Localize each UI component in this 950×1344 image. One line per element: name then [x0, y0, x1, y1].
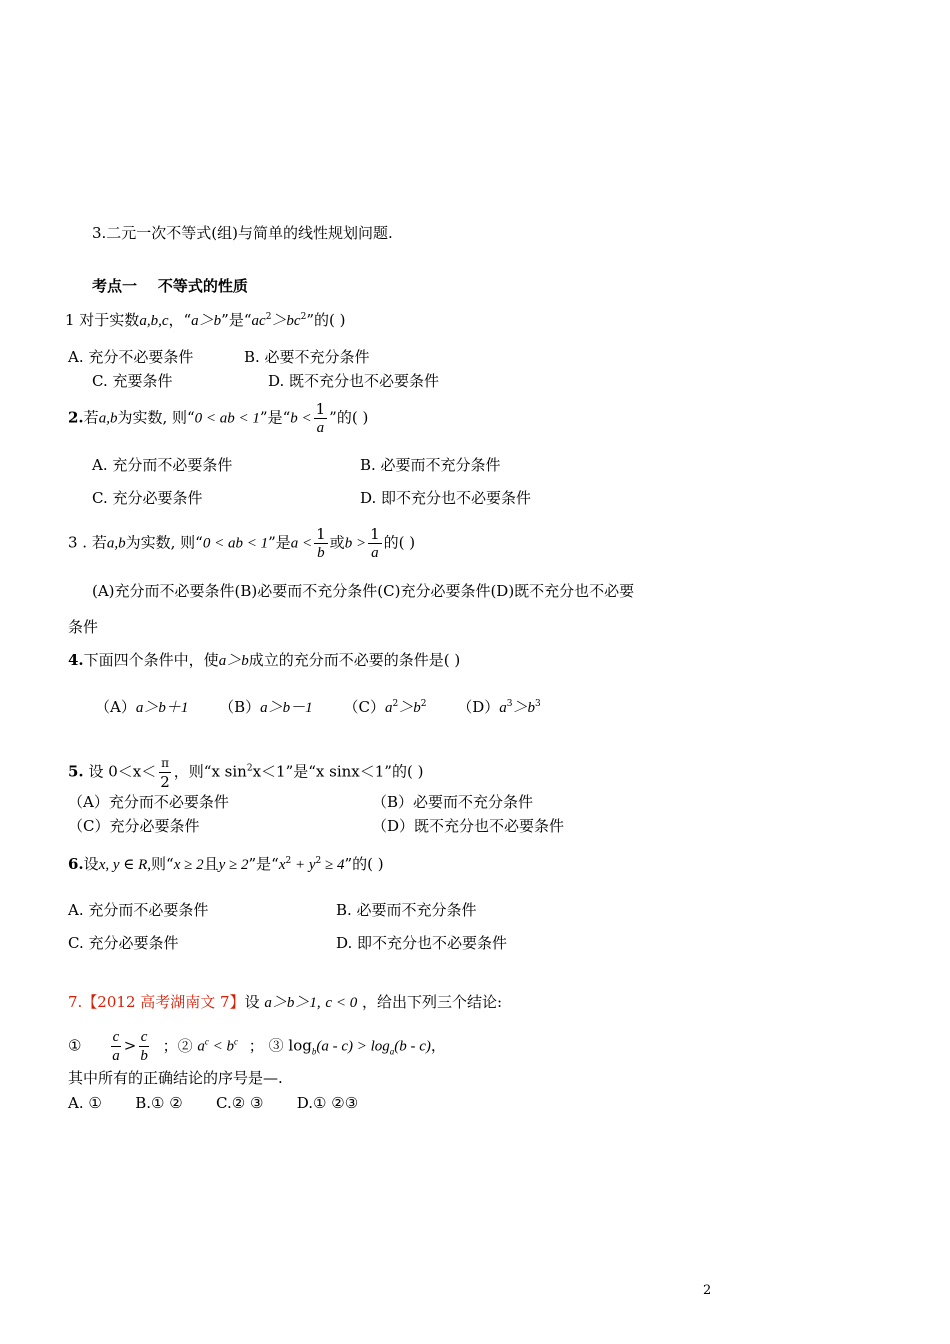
question-3: 3 . 若a,b为实数, 则“0 < ab < 1”是a < $\frac{1}{b}$ 或b > $\frac{1}{a}$ 的( )	[68, 525, 416, 561]
q1-option-a: A. 充分不必要条件	[68, 348, 194, 366]
fraction-pi-over-2: $\frac{\pi}{2}$	[160, 756, 170, 791]
q6-option-d: D. 即不充分也不必要条件	[336, 934, 508, 952]
intro-item: 3.二元一次不等式(组)与简单的线性规划问题.	[92, 224, 393, 242]
q4-options: （A）a＞b＋1 （B）a＞b－1 $(C)a^2>b^2$ $(D)a^3>b^3$	[95, 698, 541, 716]
q7-conclusions: ① $\frac{c}{a}$ > $\frac{c}{b}$ ；② $a^c < b^c$ ； ③ $\log_b(a - c) > \log_a(b - c)$，	[68, 1029, 446, 1064]
section-title: 考点一 不等式的性质	[92, 277, 248, 295]
q1-option-d: D. 既不充分也不必要条件	[268, 372, 440, 390]
q2-option-d: D. 即不充分也不必要条件	[360, 489, 532, 507]
q3-options: (A)充分而不必要条件(B)必要而不充分条件(C)充分必要条件(D)既不充分也不必要	[92, 582, 635, 600]
q6-option-a: A. 充分而不必要条件	[68, 901, 209, 919]
q1-option-c: C. 充要条件	[92, 372, 173, 390]
q5-option-d: （D）既不充分也不必要条件	[372, 817, 565, 835]
fraction-1-over-b: $\frac{1}{b}$	[316, 525, 326, 561]
q5-option-a: （A）充分而不必要条件	[68, 793, 229, 811]
q5-option-b: （B）必要而不充分条件	[372, 793, 534, 811]
source-tag: 7.【2012 高考湖南文 7】	[68, 993, 245, 1011]
q7-options: A. ① B.① ② C.② ③ D.① ②③	[68, 1094, 359, 1112]
question-7: 7.【2012 高考湖南文 7】设 a＞b＞1, c < 0 ，给出下列三个结论:	[68, 993, 503, 1011]
question-5: 5. 设 0＜x＜ $\frac{\pi}{2}$ ，则“x $\sin^2x<1$”是“x sinx＜1”的( )	[68, 756, 424, 791]
q6-option-c: C. 充分必要条件	[68, 934, 179, 952]
fraction-c-over-b: $\frac{c}{b}$	[140, 1029, 148, 1064]
question-4: 4.下面四个条件中，使a＞b成立的充分而不必要的条件是( )	[68, 651, 461, 669]
question-6: 6.设x, y ∈ R,则“x ≥ 2且y ≥ 2”是“$x^2 + y^2 \ge 4$”的( )	[68, 855, 384, 873]
fraction-1-over-a: $\frac{1}{a}$	[315, 400, 326, 436]
q3-options-continued: 条件	[68, 618, 99, 636]
q2-option-b: B. 必要而不充分条件	[360, 456, 501, 474]
q5-option-c: （C）充分必要条件	[68, 817, 200, 835]
fraction-1-over-a: $\frac{1}{a}$	[370, 525, 380, 561]
question-2: 2.若a,b为实数, 则“0 < ab < 1”是“b < $\frac{1}{a}$ ”的( )	[68, 400, 369, 436]
q2-option-a: A. 充分而不必要条件	[92, 456, 233, 474]
question-1: 1 对于实数a,b,c，“a＞b”是“$ac^2>bc^2$”的( )	[65, 311, 346, 329]
q7-ask: 其中所有的正确结论的序号是—.	[68, 1069, 283, 1087]
q2-option-c: C. 充分必要条件	[92, 489, 203, 507]
page-number: 2	[703, 1283, 712, 1298]
q1-option-b: B. 必要不充分条件	[244, 348, 370, 366]
fraction-c-over-a: $\frac{c}{a}$	[112, 1029, 120, 1064]
q6-option-b: B. 必要而不充分条件	[336, 901, 477, 919]
